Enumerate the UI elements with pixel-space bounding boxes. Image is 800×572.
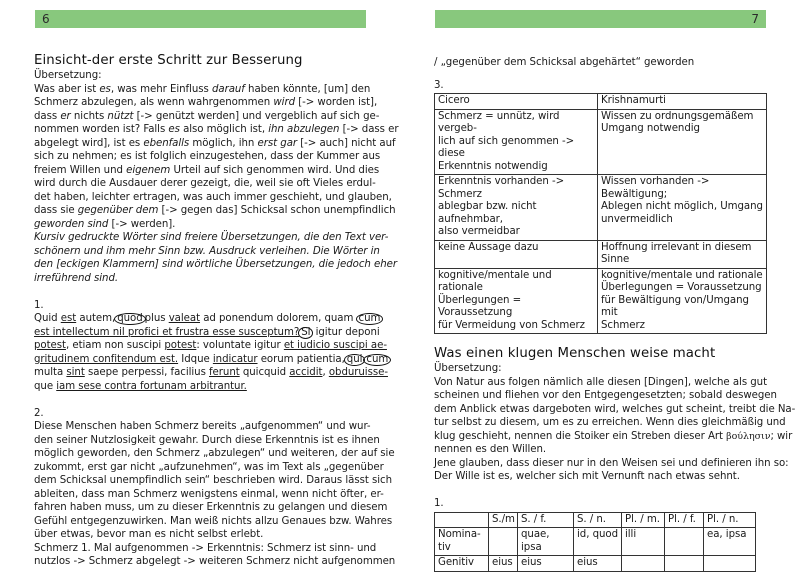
text-line	[34, 137, 396, 151]
table-cell: ea, ipsa	[704, 528, 756, 556]
text-segment: nennen es den Willen.	[434, 444, 547, 455]
text-segment: scheinen und fliehen vor den Entgegengesetzten; sobald deswegen	[434, 390, 777, 401]
underlined-phrase: accidit	[289, 367, 323, 378]
table-cell: Wissen zu ordnungsgemäßem Umgang notwendig	[598, 109, 767, 175]
text-segment: Jene glauben, dass dieser nur in den Weisen sei und definieren ihn so:	[434, 457, 789, 469]
section-3-label: 3.	[434, 79, 444, 91]
table-header-row	[435, 94, 767, 110]
table-header-row	[435, 512, 756, 528]
text-segment: dem Anblick etwas dargeboten wird, welches gut scheint, treibt die Na-	[434, 403, 796, 415]
table-cell: keine Aussage dazu	[435, 240, 598, 268]
text-line: Diese Menschen haben Schmerz bereits „aufgenommen“ und wur-	[34, 421, 371, 432]
text-line: zukommt, erst gar nicht „aufzunehmen“, was im Text als „gegenüber	[34, 461, 384, 473]
text-segment: Der Wille ist es, welcher sich mit Vernunft nach etwas sehnt.	[434, 471, 740, 482]
page-number: 6	[42, 12, 50, 26]
circled-word: Si	[298, 327, 313, 339]
text-segment: schönern und ihm mehr Sinn bzw. Ausdruck verleihen. Die Wörter in	[34, 245, 380, 257]
page-number-bar-left	[35, 10, 366, 28]
text-line: ableiten, dass man Schmerz wenigstens einmal, wenn nicht öfter, er-	[34, 488, 384, 500]
text-line	[34, 231, 389, 245]
text-segment: : voluntate igitur	[196, 340, 284, 351]
text-segment: es	[99, 83, 111, 95]
table-row	[435, 109, 767, 175]
text-segment: Kursiv gedruckte Wörter sind freiere Übersetzungen, die den Text ver-	[34, 232, 389, 243]
table-cell: Schmerz = unnütz, wird vergeb- lich auf sich genommen -> diese Erkenntnis notwendig	[435, 109, 598, 175]
text-line	[34, 258, 397, 272]
left-page-content	[34, 53, 399, 569]
table-header-cell: Pl. / m.	[622, 512, 665, 528]
text-segment: βούλησιν	[726, 430, 771, 442]
underlined-phrase: valeat	[168, 313, 201, 324]
table-cell: eius	[518, 556, 574, 572]
text-segment: [-> worden ist],	[295, 97, 378, 108]
underlined-phrase: sint	[66, 367, 85, 378]
text-segment: ad ponendum dolorem, quam	[200, 313, 357, 324]
underlined-phrase: ferunt	[209, 367, 240, 378]
text-line	[34, 164, 380, 178]
text-segment: möglich, ihn	[189, 137, 258, 149]
section-heading: Einsicht-der erste Schritt zur Besserung	[34, 53, 303, 68]
text-segment: wird durch die Ausdauer derer gezeigt, die, weil sie oft Vieles erdul-	[34, 178, 376, 189]
table-cell: kognitive/mentale und rationale Überlegungen = Voraussetzung für Vermeidung von Schmerz	[435, 268, 598, 334]
text-line: Schmerz 1. Mal aufgenommen -> Erkenntnis: Schmerz ist sinn- und	[34, 542, 377, 554]
text-line	[34, 83, 370, 97]
comparison-table	[434, 93, 767, 334]
page-number: 7	[751, 12, 759, 26]
text-segment: sich zu nehmen; es ist folglich einzugestehen, dass der Kummer aus	[34, 151, 381, 162]
section-2-label: 2.	[34, 407, 44, 419]
text-segment: Urteil auf sich genommen wird. Und dies	[170, 164, 380, 176]
text-line	[34, 272, 370, 286]
text-segment: erst gar	[257, 137, 298, 149]
table-cell	[489, 528, 518, 556]
text-line	[434, 416, 786, 430]
text-segment: nützt	[107, 110, 134, 122]
underlined-phrase: potest	[34, 340, 66, 351]
table-cell	[665, 528, 704, 556]
text-segment: Idque	[178, 353, 213, 365]
text-segment: Quid	[34, 313, 61, 324]
text-segment: Schmerz abzulegen, als wenn wahrgenommen	[34, 97, 274, 108]
text-line	[434, 376, 774, 390]
text-segment: irreführend sind.	[34, 272, 119, 284]
text-line	[434, 430, 793, 444]
underlined-phrase: potest	[164, 340, 197, 351]
text-segment: darauf	[211, 83, 245, 95]
text-segment: ihn abzulegen	[268, 124, 340, 135]
text-segment: Was aber ist	[34, 83, 100, 95]
text-segment: freiem Willen und	[34, 164, 127, 176]
translation-subtitle: Übersetzung:	[34, 70, 102, 81]
text-segment: [-> dass er	[339, 124, 399, 135]
text-line	[434, 457, 789, 471]
text-segment: multa	[34, 367, 67, 378]
text-line	[34, 380, 370, 394]
table-cell	[622, 556, 665, 572]
text-line	[34, 218, 370, 232]
table-cell	[704, 556, 756, 572]
text-segment: eigenem	[126, 164, 171, 176]
table-cell: quae, ipsa	[518, 528, 574, 556]
underlined-phrase: iam sese contra fortunam arbitrantur.	[56, 380, 247, 392]
text-segment: also möglich ist,	[179, 124, 269, 135]
text-segment: [-> auch] nicht auf	[297, 137, 396, 149]
underlined-phrase: indicatur	[212, 353, 258, 365]
translation-text	[434, 376, 796, 484]
table-header-cell: Pl. / n.	[704, 512, 756, 528]
table-row	[435, 240, 767, 268]
text-line	[34, 326, 380, 340]
table-row	[435, 175, 767, 241]
left-page	[0, 0, 400, 567]
table-cell: Hoffnung irrelevant in diesem Sinne	[598, 240, 767, 268]
circled-word: cum	[356, 313, 384, 325]
text-segment: wird	[273, 97, 295, 108]
text-segment: [-> gegen das] Schicksal schon unempfindlich	[158, 205, 396, 216]
table-row	[435, 268, 767, 334]
text-line: Gefühl entgegenzuwirken. Man weiß nichts allzu Genaues bzw. Wahres	[34, 515, 393, 527]
text-segment: que	[34, 380, 57, 392]
text-segment: eorum patientia,	[257, 353, 345, 365]
underlined-phrase: gritudinem confitendum est.	[34, 353, 179, 365]
table-header-cell	[435, 512, 489, 528]
table-cell	[665, 556, 704, 572]
text-line	[34, 353, 389, 367]
table-cell: Wissen vorhanden -> Bewältigung; Ablegen nicht möglich, Umgang unvermeidlich	[598, 175, 767, 241]
text-segment: [-> werden].	[108, 218, 176, 230]
text-line: über etwas, bevor man es nicht selbst erlebt.	[34, 529, 264, 540]
circled-word: quod	[114, 313, 145, 325]
continuation-line: / „gegenüber dem Schicksal abgehärtet“ geworden	[434, 57, 695, 68]
text-line	[34, 110, 380, 124]
section-1-label: 1.	[34, 299, 44, 311]
circled-word: cum	[363, 354, 391, 366]
table-cell: illi	[622, 528, 665, 556]
text-segment: dass sie	[34, 205, 78, 216]
translation-text	[34, 83, 399, 286]
table-cell: id, quod	[574, 528, 622, 556]
text-segment: quicquid	[239, 367, 290, 378]
text-segment: , was mehr Einfluss	[110, 83, 212, 95]
table-header-cell: S. / n.	[574, 512, 622, 528]
text-segment: autem,	[76, 313, 116, 324]
text-segment: ; wir	[770, 430, 793, 442]
text-segment: abgelegt wird], ist es	[34, 137, 144, 149]
table-cell: Nomina- tiv	[435, 528, 489, 556]
underlined-phrase: obduruisse-	[328, 367, 388, 378]
section-2-text	[34, 420, 396, 569]
text-segment: klug geschieht, nennen die Stoiker ein Streben dieser Art	[434, 430, 727, 442]
text-segment: [-> genützt werden] und vergeblich auf sich ge-	[133, 110, 380, 122]
text-line	[34, 177, 376, 191]
right-page	[400, 0, 800, 568]
text-line	[34, 339, 387, 353]
table-header-cell: S. / f.	[518, 512, 574, 528]
text-segment: nommen worden ist? Falls	[34, 124, 169, 135]
text-segment: ebenfalls	[143, 137, 190, 149]
right-page-content	[434, 56, 796, 572]
table-cell: eius	[489, 556, 518, 572]
table-cell: eius	[574, 556, 622, 572]
underlined-phrase: est intellectum nil profici et frustra esse susceptum?	[34, 326, 300, 338]
table-header-cell: Pl. / f.	[665, 512, 704, 528]
text-line: nutzlos -> Schmerz abgelegt -> weiteren Schmerz nicht aufgenommen	[34, 556, 396, 567]
text-segment: tur selbst zu diesem, um es zu erreichen. Wenn dies gleichmäßig und	[434, 417, 786, 428]
text-segment: es	[168, 124, 180, 135]
text-segment: ,	[322, 367, 329, 378]
text-line	[434, 443, 774, 457]
table-cell: Genitiv	[435, 556, 489, 572]
text-line: dem Schicksal unempfindlich sein“ beschrieben wird. Daraus lässt sich	[34, 475, 392, 486]
underlined-phrase: est	[60, 313, 77, 324]
table-cell: kognitive/mentale und rationale Überlegungen = Voraussetzung für Bewältigung von/Umgang mit Schmerz	[598, 268, 767, 334]
text-line: fahren haben muss, um zu dieser Erkenntnis zu gelangen und diesem	[34, 502, 388, 513]
text-segment: det haben, leichter ertragen, was auch immer geschieht, und glauben,	[34, 191, 392, 203]
text-line	[434, 389, 777, 403]
text-line: den seiner Nutzlosigkeit gewahr. Durch diese Erkenntnis ist es ihnen	[34, 434, 380, 446]
section-heading: Was einen klugen Menschen weise macht	[434, 346, 716, 361]
text-line	[434, 470, 774, 484]
text-segment: den [eckigen Klammern] sind wörtliche Übersetzungen, die jedoch eher	[34, 259, 397, 270]
text-segment: plus	[144, 313, 169, 324]
table-row	[435, 528, 756, 556]
section-1-label: 1.	[434, 498, 444, 509]
table-header-cell: Krishnamurti	[598, 94, 767, 110]
text-segment: haben könnte, [um] den	[244, 83, 371, 95]
text-line	[434, 403, 796, 417]
declension-table	[434, 512, 756, 572]
text-line	[34, 96, 378, 110]
text-line	[34, 312, 381, 326]
text-segment: gegenüber dem	[77, 205, 159, 216]
text-line	[34, 123, 399, 137]
text-segment: dass	[34, 110, 61, 122]
text-line	[34, 150, 381, 164]
text-line	[34, 204, 396, 218]
underlined-phrase: et iudicio suscipi ae-	[283, 340, 387, 351]
text-segment: igitur deponi	[312, 326, 380, 338]
table-header-cell: S./m	[489, 512, 518, 528]
text-line	[34, 366, 388, 380]
text-segment: er	[60, 110, 71, 122]
text-line	[34, 191, 392, 205]
text-line	[34, 245, 380, 259]
text-segment: saepe perpessi, facilius	[84, 367, 210, 378]
text-segment: geworden sind	[34, 218, 109, 230]
latin-text	[34, 312, 389, 393]
circled-word: qui	[344, 354, 366, 366]
text-segment: , etiam non suscipi	[65, 340, 165, 351]
text-line: möglich geworden, den Schmerz „abzulegen“ und weiteren, der auf sie	[34, 448, 395, 459]
table-header-cell: Cicero	[435, 94, 598, 110]
text-segment: Von Natur aus folgen nämlich alle diesen [Dingen], welche als gut	[434, 376, 768, 388]
table-cell: Erkenntnis vorhanden -> Schmerz ablegbar bzw. nicht aufnehmbar, also vermeidbar	[435, 175, 598, 241]
text-segment: nichts	[70, 110, 108, 122]
translation-subtitle: Übersetzung:	[434, 363, 502, 374]
page-number-bar-right	[435, 10, 766, 28]
table-row	[435, 556, 756, 572]
